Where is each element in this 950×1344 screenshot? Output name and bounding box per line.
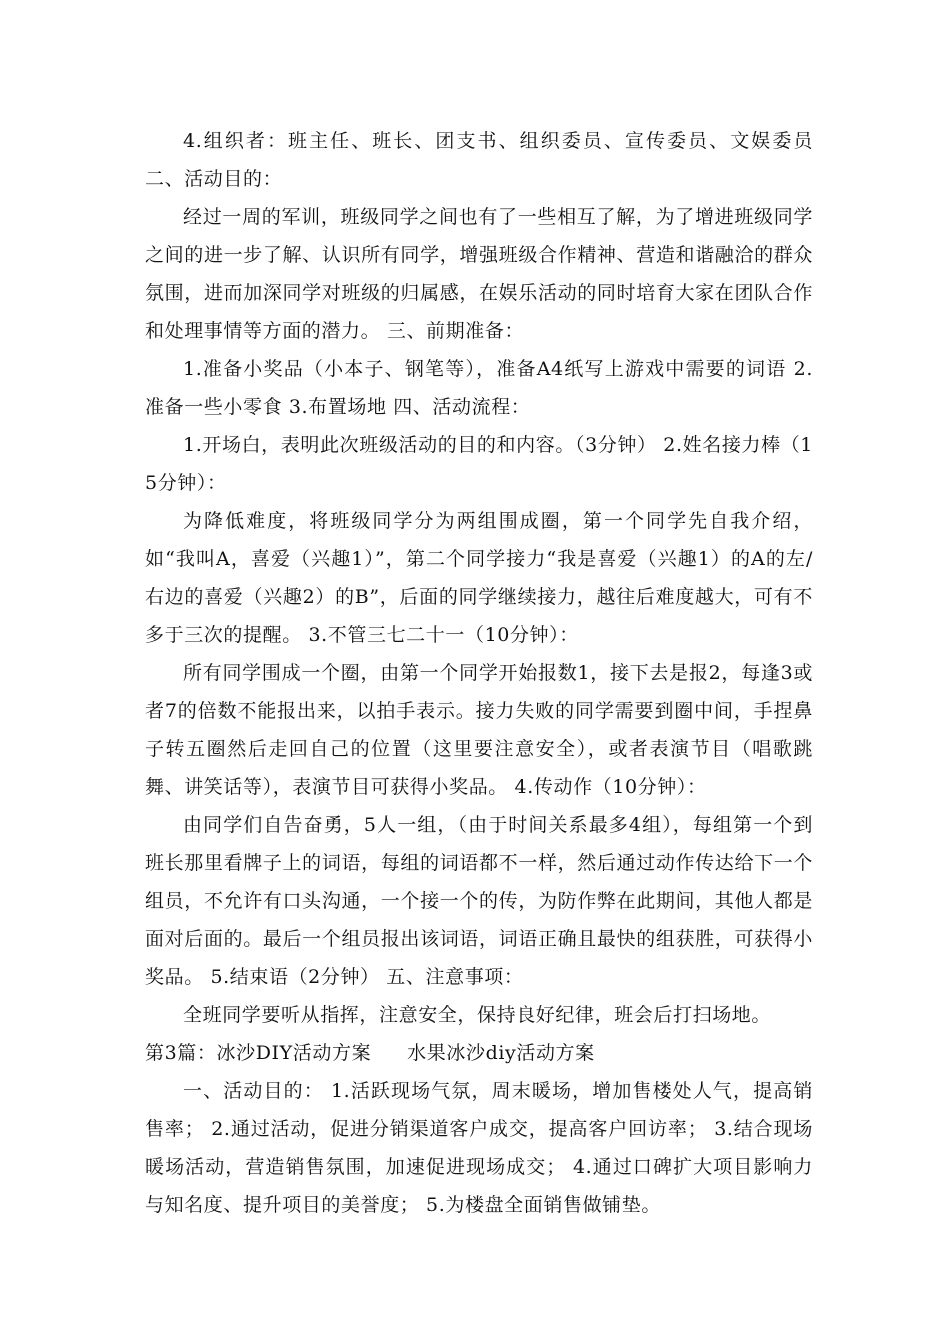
paragraph-pass-action: 由同学们自告奋勇，5人一组，（由于时间关系最多4组），每组第一个到班长那里看牌子上的词语，每组的词语都不一样，然后通过动作传达给下一个组员，不允许有口头沟通，一个接一个的传，为防作弊在此期间，其他人都是面对后面的。最后一个组员报出该词语，词语正确且最快的组获胜，可获得小奖品。 5.结束语（2分钟） 五、注意事项： xyxy=(145,814,813,988)
document-body xyxy=(145,122,813,1224)
paragraph-activity-purpose: 经过一周的军训，班级同学之间也有了一些相互了解，为了增进班级同学之间的进一步了解、认识所有同学，增强班级合作精神、营造和谐融洽的群众氛围，进而加深同学对班级的归属感，在娱乐活动的同时培育大家在团队合作和处理事情等方面的潜力。 三、前期准备： xyxy=(145,206,813,342)
paragraph-name-relay: 为降低难度，将班级同学分为两组围成圈，第一个同学先自我介绍，如“我叫A，喜爱（兴趣1）”，第二个同学接力“我是喜爱（兴趣1）的A的左/右边的喜爱（兴趣2）的B”，后面的同学继续接力，越往后难度越大，可有不多于三次的提醒。 3.不管三七二十一（10分钟）： xyxy=(145,510,813,646)
paragraph-organizers: 4.组织者：班主任、班长、团支书、组织委员、宣传委员、文娱委员 二、活动目的： xyxy=(145,130,813,190)
paragraph-count-game: 所有同学围成一个圈，由第一个同学开始报数1，接下去是报2，每逢3或者7的倍数不能报出来，以拍手表示。接力失败的同学需要到圈中间，手捏鼻子转五圈然后走回自己的位置（这里要注意安全），或者表演节目（唱歌跳舞、讲笑话等），表演节目可获得小奖品。 4.传动作（10分钟）： xyxy=(145,662,813,798)
section-heading xyxy=(145,1034,813,1072)
paragraph-smoothie-purpose: 一、活动目的： 1.活跃现场气氛，周末暖场，增加售楼处人气，提高销售率； 2.通过活动，促进分销渠道客户成交，提高客户回访率； 3.结合现场暖场活动，营造销售氛围，加速促进现场成交； 4.通过口碑扩大项目影响力与知名度、提升项目的美誉度； 5.为楼盘全面销售做铺垫。 xyxy=(145,1080,813,1216)
section-heading-subtitle: 水果冰沙diy活动方案 xyxy=(407,1042,595,1064)
section-heading-label: 第3篇：冰沙DIY活动方案 xyxy=(145,1042,372,1064)
paragraph-opening: 1.开场白，表明此次班级活动的目的和内容。（3分钟） 2.姓名接力棒（15分钟）： xyxy=(145,434,813,494)
paragraph-notes: 全班同学要听从指挥，注意安全，保持良好纪律，班会后打扫场地。 xyxy=(183,1004,772,1026)
paragraph-preparation: 1.准备小奖品（小本子、钢笔等），准备A4纸写上游戏中需要的词语 2.准备一些小零食 3.布置场地 四、活动流程： xyxy=(145,358,813,418)
